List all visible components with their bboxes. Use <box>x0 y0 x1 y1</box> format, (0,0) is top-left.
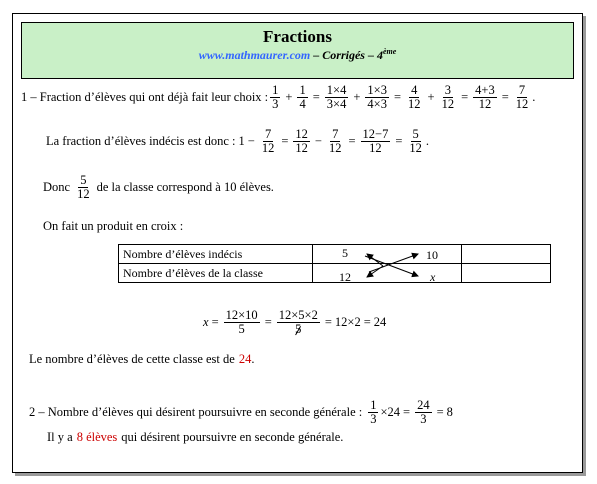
arrow-up-right <box>369 254 418 272</box>
op-eq: = <box>211 315 219 330</box>
conclusion-end: . <box>251 352 255 366</box>
conclusion-value: 24 <box>238 352 252 366</box>
q1-intro: 1 – Fraction d’élèves qui ont déjà fait leur choix : <box>21 90 269 105</box>
frac-12x5x2-5: $\frac{12\times 5\times 2}{5}$ <box>278 308 318 337</box>
page-subtitle <box>22 47 573 63</box>
op-eq: = <box>264 315 272 330</box>
cell-value-10: 10 <box>426 248 438 262</box>
times-24: ×24 <box>380 405 401 420</box>
subtitle-separator-2: – <box>364 48 377 62</box>
op-eq: = <box>312 90 320 105</box>
produit-text: On fait un produit en croix : <box>43 219 184 233</box>
q2-line <box>29 399 453 426</box>
frac-1-3: $\frac{1}{3}$ <box>370 398 377 427</box>
num-one: 1 <box>238 134 245 149</box>
site-link[interactable]: www.mathmaurer.com <box>198 48 311 62</box>
op-plus: + <box>427 90 435 105</box>
op-eq: = <box>403 405 411 420</box>
cell-value-12: 12 <box>339 270 351 284</box>
op-eq: = <box>324 315 332 330</box>
q2-result-end: qui désirent poursuivre en seconde générale. <box>121 430 344 444</box>
row2-cell-b <box>462 264 551 283</box>
donc-line <box>43 174 274 201</box>
q2-result-pre: Il y a <box>47 430 73 444</box>
op-plus: + <box>353 90 361 105</box>
subtitle-level: 4 <box>376 48 383 62</box>
op-plus: + <box>285 90 293 105</box>
op-eq: = <box>436 405 444 420</box>
dot: . <box>425 134 430 149</box>
frac-12m7-12: $\frac{12-7}{12}$ <box>362 127 389 156</box>
cross-arrows <box>323 246 423 286</box>
frac-7-12: $\frac{7}{12}$ <box>515 83 529 112</box>
frac-4-12: $\frac{4}{12}$ <box>408 83 421 112</box>
result-12x2: 12×2 <box>334 315 361 330</box>
produit-line <box>43 219 183 234</box>
op-eq: = <box>363 315 371 330</box>
indecis-intro: La fraction d’élèves indécis est donc : <box>46 134 236 149</box>
op-eq: = <box>393 90 402 105</box>
frac-12-12: $\frac{12}{12}$ <box>295 127 308 156</box>
q2-result-line <box>47 430 343 445</box>
q2-result-value: 8 élèves <box>76 430 118 444</box>
row1-label: Nombre d’élèves indécis <box>119 245 313 264</box>
row2-label: Nombre d’élèves de la classe <box>119 264 313 283</box>
op-eq: = <box>461 90 469 105</box>
frac-1x4-3x4: $\frac{1\times 4}{3\times 4}$ <box>326 83 347 112</box>
op-minus: − <box>314 134 322 149</box>
result-8: 8 <box>446 405 453 420</box>
op-eq: = <box>281 134 289 149</box>
donc-end: de la classe correspond à 10 élèves. <box>96 180 274 195</box>
subtitle-level-sup: ème <box>382 47 397 56</box>
op-minus: − <box>247 134 255 149</box>
indecis-line <box>46 128 429 155</box>
frac-1-3: $\frac{1}{3}$ <box>272 83 279 112</box>
cell-value-5: 5 <box>342 246 348 260</box>
frac-3-12: $\frac{3}{12}$ <box>441 83 455 112</box>
frac-5-12: $\frac{5}{12}$ <box>409 127 422 156</box>
header-box <box>21 22 574 79</box>
subtitle-corriges: Corrigés <box>322 48 365 62</box>
dot: . <box>532 90 536 105</box>
frac-5-12: $\frac{5}{12}$ <box>77 173 90 202</box>
arrow-up-left <box>367 254 383 266</box>
result-24: 24 <box>373 315 387 330</box>
frac-1x3-4x3: $\frac{1\times 3}{4\times 3}$ <box>367 83 387 112</box>
q2-intro: 2 – Nombre d’élèves qui désirent poursuivre en seconde générale : <box>29 405 363 420</box>
conclusion-text: Le nombre d’élèves de cette classe est de <box>29 352 235 366</box>
x-var: x <box>203 315 209 330</box>
frac-7-12: $\frac{7}{12}$ <box>261 127 275 156</box>
page-title: Fractions <box>263 27 332 46</box>
frac-1-4: $\frac{1}{4}$ <box>299 83 306 112</box>
frac-24-3: $\frac{24}{3}$ <box>417 398 430 427</box>
donc-intro: Donc <box>43 180 71 195</box>
op-eq: = <box>348 134 356 149</box>
q1-line <box>21 84 535 111</box>
subtitle-separator: – <box>310 48 323 62</box>
op-eq: = <box>395 134 403 149</box>
frac-7-12: $\frac{7}{12}$ <box>328 127 342 156</box>
row1-cell-b <box>462 245 551 264</box>
conclusion-line <box>29 352 254 367</box>
frac-12x10-5: $\frac{12\times 10}{5}$ <box>225 308 258 337</box>
op-eq: = <box>501 90 509 105</box>
frac-4p3-12: $\frac{4+3}{12}$ <box>475 83 495 112</box>
x-calc-line <box>203 309 386 336</box>
document-frame <box>12 13 583 473</box>
cell-value-x: x <box>430 270 436 284</box>
